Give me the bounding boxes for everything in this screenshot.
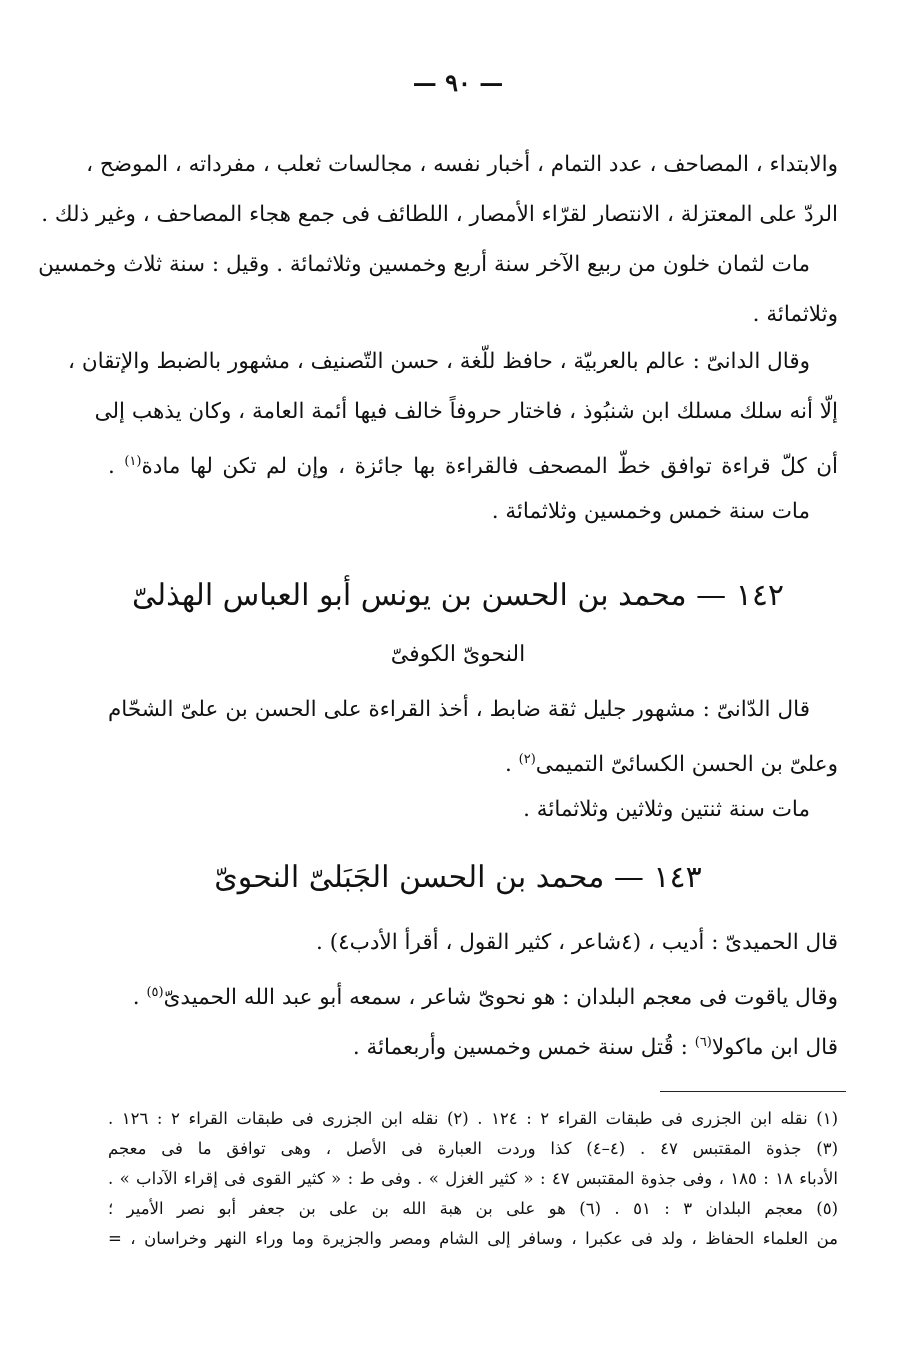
footnote-line: الأدباء ١٨ : ١٨٥ ، وفى جذوة المقتبس ٤٧ : « كثير الغزل » . وفى ط : « كثير القوى فى إقراء الآداب » . [108,1169,839,1188]
entry-143-body [108,918,838,1068]
text-line: قال الدّانىّ : مشهور جليل ثقة ضابط ، أخذ القراءة على الحسن بن علىّ الشحّام [108,697,810,722]
footnote-divider [660,1091,846,1092]
text-segment: . [504,752,519,778]
text-segment: وقال ياقوت فى معجم البلدان : هو نحوىّ شاعر ، سمعه أبو عبد الله الحميدىّ [163,985,838,1011]
text-segment: قال ابن ماكولا [711,1035,838,1061]
text-segment: . [108,454,125,480]
dani-paragraph [68,337,838,537]
text-segment: . [132,985,147,1011]
entry-142-subtitle: النحوىّ الكوفىّ [390,642,526,667]
footnote-line: (٣) جذوة المقتبس ٤٧ . (٤–٤) كذا وردت العبارة فى الأصل ، وهى توافق ما فى معجم [108,1139,838,1158]
footnotes [108,1104,838,1254]
footnote-line: (١) نقله ابن الجزرى فى طبقات القراء ٢ : ١٢٤ . (٢) نقله ابن الجزرى فى طبقات القراء ٢ : ١٢٦ . [108,1109,838,1128]
text-line: قال الحميدىّ : أديب ، (٤شاعر ، كثير القول ، أقرأ الأدب٤) . [316,930,838,955]
footnote-line: (٥) معجم البلدان ٣ : ٥١ . (٦) هو على بن هبة الله بن على بن جعفر أبو نصر الأمير ؛ [108,1199,838,1218]
entry-143-heading: ١٤٣ — محمد بن الحسن الجَبَلىّ النحوىّ [214,860,702,895]
entry-142-heading: ١٤٢ — محمد بن الحسن بن يونس أبو العباس الهذلىّ [131,578,785,613]
text-line: مات لثمان خلون من ربيع الآخر سنة أربع وخمسين وثلاثمائة . وقيل : سنة ثلاث وخمسين [38,252,810,277]
text-line: وثلاثمائة . [752,302,838,327]
footnote-ref-6[interactable]: (٦) [694,1035,712,1050]
footnote-ref-2[interactable]: (٢) [518,752,536,767]
text-segment: : قُتل سنة خمس وخمسين وأربعمائة . [352,1035,695,1061]
text-line: والابتداء ، المصاحف ، عدد التمام ، أخبار نفسه ، مجالسات ثعلب ، مفرداته ، الموضح ، [86,152,838,177]
text-line [108,437,838,487]
text-segment: وعلىّ بن الحسن الكسائىّ التميمى [535,752,838,778]
text-line [108,968,838,1018]
footnote-line: من العلماء الحفاظ ، ولد فى عكبرا ، وسافر إلى الشام ومصر والجزيرة وما وراء النهر وخراسان ، = [108,1229,838,1248]
text-line: وقال الدانىّ : عالم بالعربيّة ، حافظ للّغة ، حسن التّصنيف ، مشهور بالضبط والإتقان ، [68,349,810,374]
text-line: مات سنة خمس وخمسين وثلاثمائة . [491,499,810,524]
text-line: مات سنة ثنتين وثلاثين وثلاثمائة . [523,797,810,822]
text-line: الردّ على المعتزلة ، الانتصار لقرّاء الأمصار ، اللطائف فى جمع هجاء المصاحف ، وغير ذلك . [41,202,838,227]
text-segment: أن كلّ قراءة توافق خطّ المصحف فالقراءة بها جائزة ، وإن لم تكن لها مادة [141,454,838,480]
page-number: — ٩٠ — [412,68,504,97]
intro-paragraph [38,140,838,340]
footnote-ref-5[interactable]: (٥) [146,985,164,1000]
text-line: إلّا أنه سلك مسلك ابن شنبُوذ ، فاختار حروفاً خالف فيها أئمة العامة ، وكان يذهب إلى [94,399,838,424]
text-line [108,735,838,785]
text-line [108,1018,838,1068]
entry-142-body [108,685,838,835]
footnote-ref-1[interactable]: (١) [124,454,142,469]
